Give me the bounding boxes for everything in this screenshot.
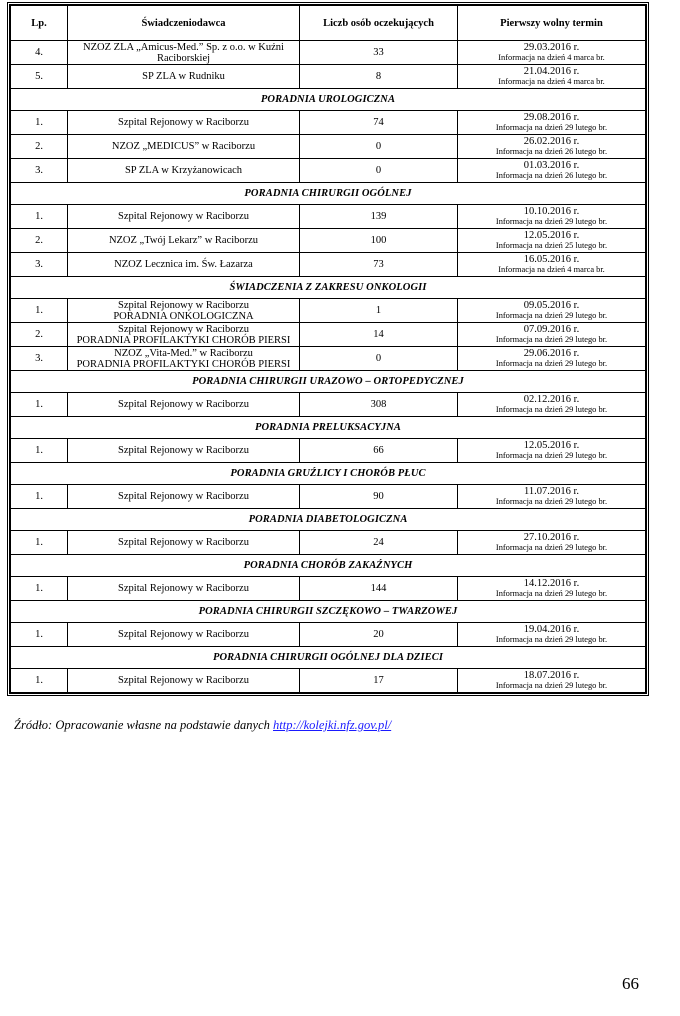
table-row xyxy=(11,41,646,65)
provider-line: Szpital Rejonowy w Raciborzu xyxy=(118,629,249,640)
provider-line: Szpital Rejonowy w Raciborzu xyxy=(118,399,249,410)
cell-provider xyxy=(68,65,300,89)
section-header-row xyxy=(11,417,646,439)
cell-provider xyxy=(68,205,300,229)
cell-waiting-count: 1 xyxy=(300,299,458,323)
cell-waiting-count: 73 xyxy=(300,253,458,277)
table-row xyxy=(11,485,646,509)
cell-waiting-count: 0 xyxy=(300,159,458,183)
cell-waiting-count: 0 xyxy=(300,347,458,371)
cell-lp: 1. xyxy=(11,111,68,135)
cell-lp: 1. xyxy=(11,439,68,463)
cell-provider xyxy=(68,669,300,693)
table-row xyxy=(11,393,646,417)
term-date: 18.07.2016 r. xyxy=(523,670,580,681)
term-info: Informacja na dzień 29 lutego br. xyxy=(495,359,608,368)
provider-line: Szpital Rejonowy w Raciborzu xyxy=(118,299,249,311)
cell-waiting-count: 0 xyxy=(300,135,458,159)
term-info: Informacja na dzień 26 lutego br. xyxy=(495,171,608,180)
table-row xyxy=(11,623,646,647)
header-provider: Świadczeniodawca xyxy=(68,6,300,41)
cell-provider xyxy=(68,299,300,323)
cell-waiting-count: 24 xyxy=(300,531,458,555)
cell-first-free-date xyxy=(458,41,646,65)
cell-lp: 1. xyxy=(11,577,68,601)
term-date: 10.10.2016 r. xyxy=(523,206,580,217)
term-info: Informacja na dzień 4 marca br. xyxy=(498,77,605,86)
table-row xyxy=(11,135,646,159)
cell-provider xyxy=(68,229,300,253)
cell-waiting-count: 74 xyxy=(300,111,458,135)
term-info: Informacja na dzień 25 lutego br. xyxy=(495,241,608,250)
cell-provider xyxy=(68,485,300,509)
cell-provider xyxy=(68,531,300,555)
table-row xyxy=(11,253,646,277)
table-row xyxy=(11,205,646,229)
table-row xyxy=(11,347,646,371)
table-row xyxy=(11,111,646,135)
cell-lp: 1. xyxy=(11,393,68,417)
provider-line: SP ZLA w Krzyżanowicach xyxy=(124,165,243,176)
section-header-row xyxy=(11,277,646,299)
cell-waiting-count: 8 xyxy=(300,65,458,89)
cell-first-free-date xyxy=(458,159,646,183)
cell-first-free-date xyxy=(458,623,646,647)
provider-line: NZOZ Lecznica im. Św. Łazarza xyxy=(114,259,253,270)
section-header-row xyxy=(11,183,646,205)
term-date: 11.07.2016 r. xyxy=(523,486,580,497)
cell-first-free-date xyxy=(458,65,646,89)
cell-first-free-date xyxy=(458,577,646,601)
section-title: PORADNIA CHIRURGII OGÓLNEJ xyxy=(11,183,646,205)
cell-lp: 1. xyxy=(11,299,68,323)
cell-lp: 2. xyxy=(11,229,68,253)
table-row xyxy=(11,669,646,693)
term-date: 21.04.2016 r. xyxy=(523,66,580,77)
section-title: PORADNIA CHIRURGII SZCZĘKOWO – TWARZOWEJ xyxy=(11,601,646,623)
cell-first-free-date xyxy=(458,393,646,417)
cell-provider xyxy=(68,323,300,347)
header-first-free-date: Pierwszy wolny termin xyxy=(458,6,646,41)
cell-provider xyxy=(68,347,300,371)
cell-waiting-count: 100 xyxy=(300,229,458,253)
term-date: 29.08.2016 r. xyxy=(523,112,580,123)
term-info: Informacja na dzień 29 lutego br. xyxy=(495,217,608,226)
table-row xyxy=(11,439,646,463)
section-header-row xyxy=(11,89,646,111)
term-date: 29.06.2016 r. xyxy=(523,348,580,359)
provider-line: Szpital Rejonowy w Raciborzu xyxy=(118,323,249,335)
cell-first-free-date xyxy=(458,253,646,277)
cell-provider xyxy=(68,41,300,65)
page-number: 66 xyxy=(622,974,639,993)
cell-waiting-count: 144 xyxy=(300,577,458,601)
provider-line: Raciborskiej xyxy=(156,52,211,64)
term-date: 02.12.2016 r. xyxy=(523,394,580,405)
section-title: PORADNIA CHORÓB ZAKAŹNYCH xyxy=(11,555,646,577)
term-info: Informacja na dzień 29 lutego br. xyxy=(495,123,608,132)
table-body xyxy=(11,41,646,693)
source-note xyxy=(14,718,391,733)
term-info: Informacja na dzień 26 lutego br. xyxy=(495,147,608,156)
term-date: 29.03.2016 r. xyxy=(523,42,580,53)
cell-first-free-date xyxy=(458,531,646,555)
provider-line: SP ZLA w Rudniku xyxy=(142,71,225,82)
cell-waiting-count: 14 xyxy=(300,323,458,347)
cell-lp: 4. xyxy=(11,41,68,65)
table-row xyxy=(11,65,646,89)
term-info: Informacja na dzień 29 lutego br. xyxy=(495,451,608,460)
queue-table-container xyxy=(7,2,649,696)
provider-line: NZOZ ZLA „Amicus-Med.” Sp. z o.o. w Kuźni xyxy=(83,41,284,53)
cell-lp: 3. xyxy=(11,253,68,277)
provider-line: NZOZ „MEDICUS” w Raciborzu xyxy=(111,141,256,152)
cell-lp: 1. xyxy=(11,623,68,647)
cell-provider xyxy=(68,439,300,463)
cell-lp: 5. xyxy=(11,65,68,89)
provider-line: Szpital Rejonowy w Raciborzu xyxy=(118,583,249,594)
term-info: Informacja na dzień 29 lutego br. xyxy=(495,681,608,690)
queue-table xyxy=(10,5,646,693)
table-row xyxy=(11,531,646,555)
provider-line: Szpital Rejonowy w Raciborzu xyxy=(118,211,249,222)
cell-lp: 1. xyxy=(11,205,68,229)
provider-line: PORADNIA PROFILAKTYKI CHORÓB PIERSI xyxy=(76,358,291,370)
table-row xyxy=(11,299,646,323)
term-date: 12.05.2016 r. xyxy=(523,440,580,451)
section-header-row xyxy=(11,463,646,485)
table-row xyxy=(11,229,646,253)
cell-first-free-date xyxy=(458,485,646,509)
section-header-row xyxy=(11,601,646,623)
cell-provider xyxy=(68,393,300,417)
term-date: 27.10.2016 r. xyxy=(523,532,580,543)
cell-provider xyxy=(68,577,300,601)
cell-first-free-date xyxy=(458,439,646,463)
cell-provider xyxy=(68,111,300,135)
cell-lp: 2. xyxy=(11,323,68,347)
section-title: PORADNIA CHIRURGII URAZOWO – ORTOPEDYCZNEJ xyxy=(11,371,646,393)
term-info: Informacja na dzień 29 lutego br. xyxy=(495,405,608,414)
table-header-row xyxy=(11,6,646,41)
header-waiting-count: Liczb osób oczekujących xyxy=(300,6,458,41)
term-date: 01.03.2016 r. xyxy=(523,160,580,171)
term-date: 09.05.2016 r. xyxy=(523,300,580,311)
provider-line: Szpital Rejonowy w Raciborzu xyxy=(118,491,249,502)
cell-waiting-count: 66 xyxy=(300,439,458,463)
term-date: 19.04.2016 r. xyxy=(523,624,580,635)
cell-first-free-date xyxy=(458,347,646,371)
provider-line: PORADNIA ONKOLOGICZNA xyxy=(113,310,254,322)
term-date: 16.05.2016 r. xyxy=(523,254,580,265)
term-date: 07.09.2016 r. xyxy=(523,324,580,335)
cell-waiting-count: 308 xyxy=(300,393,458,417)
term-date: 12.05.2016 r. xyxy=(523,230,580,241)
cell-provider xyxy=(68,623,300,647)
cell-waiting-count: 33 xyxy=(300,41,458,65)
provider-line: Szpital Rejonowy w Raciborzu xyxy=(118,675,249,686)
table-row xyxy=(11,159,646,183)
provider-line: NZOZ „Vita-Med.” w Raciborzu xyxy=(114,347,253,359)
source-prefix: Źródło: Opracowanie własne na podstawie danych xyxy=(14,718,274,732)
header-lp: Lp. xyxy=(11,6,68,41)
cell-waiting-count: 90 xyxy=(300,485,458,509)
cell-first-free-date xyxy=(458,323,646,347)
cell-lp: 1. xyxy=(11,531,68,555)
cell-first-free-date xyxy=(458,669,646,693)
term-info: Informacja na dzień 29 lutego br. xyxy=(495,497,608,506)
provider-line: NZOZ „Twój Lekarz” w Raciborzu xyxy=(108,235,259,246)
cell-lp: 1. xyxy=(11,485,68,509)
provider-line: PORADNIA PROFILAKTYKI CHORÓB PIERSI xyxy=(76,334,291,346)
section-header-row xyxy=(11,555,646,577)
cell-lp: 2. xyxy=(11,135,68,159)
cell-first-free-date xyxy=(458,229,646,253)
section-header-row xyxy=(11,371,646,393)
cell-first-free-date xyxy=(458,135,646,159)
term-info: Informacja na dzień 4 marca br. xyxy=(498,53,605,62)
cell-waiting-count: 20 xyxy=(300,623,458,647)
section-title: PORADNIA GRUŹLICY I CHORÓB PŁUC xyxy=(11,463,646,485)
cell-lp: 3. xyxy=(11,159,68,183)
cell-first-free-date xyxy=(458,299,646,323)
cell-provider xyxy=(68,253,300,277)
source-link[interactable]: http://kolejki.nfz.gov.pl/ xyxy=(273,718,392,732)
section-title: PORADNIA DIABETOLOGICZNA xyxy=(11,509,646,531)
term-info: Informacja na dzień 29 lutego br. xyxy=(495,589,608,598)
term-date: 14.12.2016 r. xyxy=(523,578,580,589)
cell-waiting-count: 139 xyxy=(300,205,458,229)
cell-lp: 3. xyxy=(11,347,68,371)
cell-provider xyxy=(68,159,300,183)
section-title: ŚWIADCZENIA Z ZAKRESU ONKOLOGII xyxy=(11,277,646,299)
section-header-row xyxy=(11,509,646,531)
term-info: Informacja na dzień 29 lutego br. xyxy=(495,543,608,552)
term-info: Informacja na dzień 29 lutego br. xyxy=(495,335,608,344)
section-title: PORADNIA CHIRURGII OGÓLNEJ DLA DZIECI xyxy=(11,647,646,669)
term-info: Informacja na dzień 29 lutego br. xyxy=(495,635,608,644)
term-info: Informacja na dzień 29 lutego br. xyxy=(495,311,608,320)
cell-first-free-date xyxy=(458,111,646,135)
table-row xyxy=(11,323,646,347)
table-row xyxy=(11,577,646,601)
section-title: PORADNIA PRELUKSACYJNA xyxy=(11,417,646,439)
section-title: PORADNIA UROLOGICZNA xyxy=(11,89,646,111)
provider-line: Szpital Rejonowy w Raciborzu xyxy=(118,537,249,548)
section-header-row xyxy=(11,647,646,669)
cell-lp: 1. xyxy=(11,669,68,693)
cell-waiting-count: 17 xyxy=(300,669,458,693)
term-info: Informacja na dzień 4 marca br. xyxy=(498,265,605,274)
provider-line: Szpital Rejonowy w Raciborzu xyxy=(118,445,249,456)
cell-first-free-date xyxy=(458,205,646,229)
term-date: 26.02.2016 r. xyxy=(523,136,580,147)
provider-line: Szpital Rejonowy w Raciborzu xyxy=(118,117,249,128)
cell-provider xyxy=(68,135,300,159)
